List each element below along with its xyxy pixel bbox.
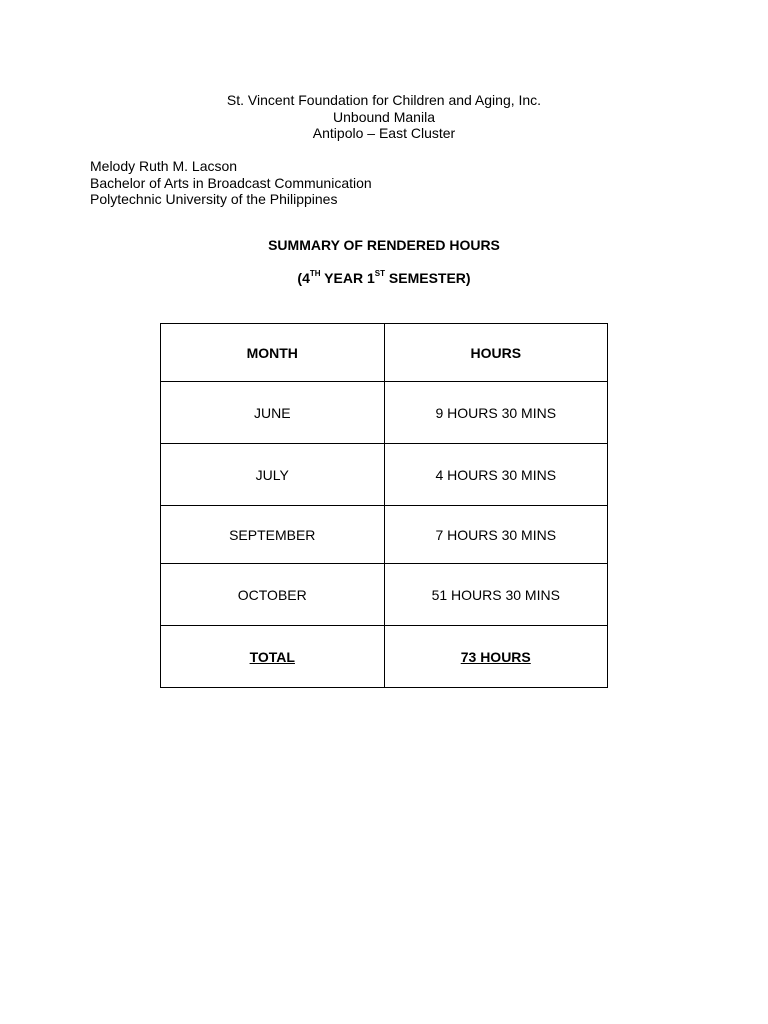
total-hours-cell	[384, 626, 608, 688]
table-row	[161, 382, 608, 444]
month-cell: OCTOBER	[161, 564, 385, 626]
hours-column-header: HOURS	[384, 324, 608, 382]
hours-cell: 9 HOURS 30 MINS	[384, 382, 608, 444]
semester-close: SEMESTER)	[385, 270, 471, 286]
hours-cell: 4 HOURS 30 MINS	[384, 444, 608, 506]
month-cell: SEPTEMBER	[161, 506, 385, 564]
organization-header	[0, 92, 768, 142]
author-degree: Bachelor of Arts in Broadcast Communication	[90, 174, 372, 191]
total-label: TOTAL	[249, 648, 295, 665]
month-column-header: MONTH	[161, 324, 385, 382]
hours-table	[160, 323, 608, 688]
organization-name: St. Vincent Foundation for Children and Aging, Inc.	[226, 92, 542, 108]
semester-sup-th: TH	[309, 269, 321, 278]
table-row	[161, 506, 608, 564]
author-name: Melody Ruth M. Lacson	[90, 158, 238, 174]
table-header-row	[161, 324, 608, 382]
total-cell	[161, 626, 385, 688]
summary-title: SUMMARY OF RENDERED HOURS	[268, 237, 500, 253]
month-cell: JULY	[161, 444, 385, 506]
author-university: Polytechnic University of the Philippines	[90, 191, 338, 207]
author-info	[90, 158, 372, 208]
hours-cell: 7 HOURS 30 MINS	[384, 506, 608, 564]
semester-mid: YEAR 1	[320, 270, 375, 286]
branch-name: Unbound Manila	[333, 108, 435, 125]
semester-sup-st: ST	[374, 269, 385, 278]
table-total-row	[161, 626, 608, 688]
hours-cell: 51 HOURS 30 MINS	[384, 564, 608, 626]
total-hours: 73 HOURS	[460, 648, 531, 665]
semester-title	[0, 270, 768, 286]
table-row	[161, 444, 608, 506]
semester-open: (4	[297, 270, 310, 286]
month-cell: JUNE	[161, 382, 385, 444]
cluster-name: Antipolo – East Cluster	[312, 125, 456, 141]
table-row	[161, 564, 608, 626]
